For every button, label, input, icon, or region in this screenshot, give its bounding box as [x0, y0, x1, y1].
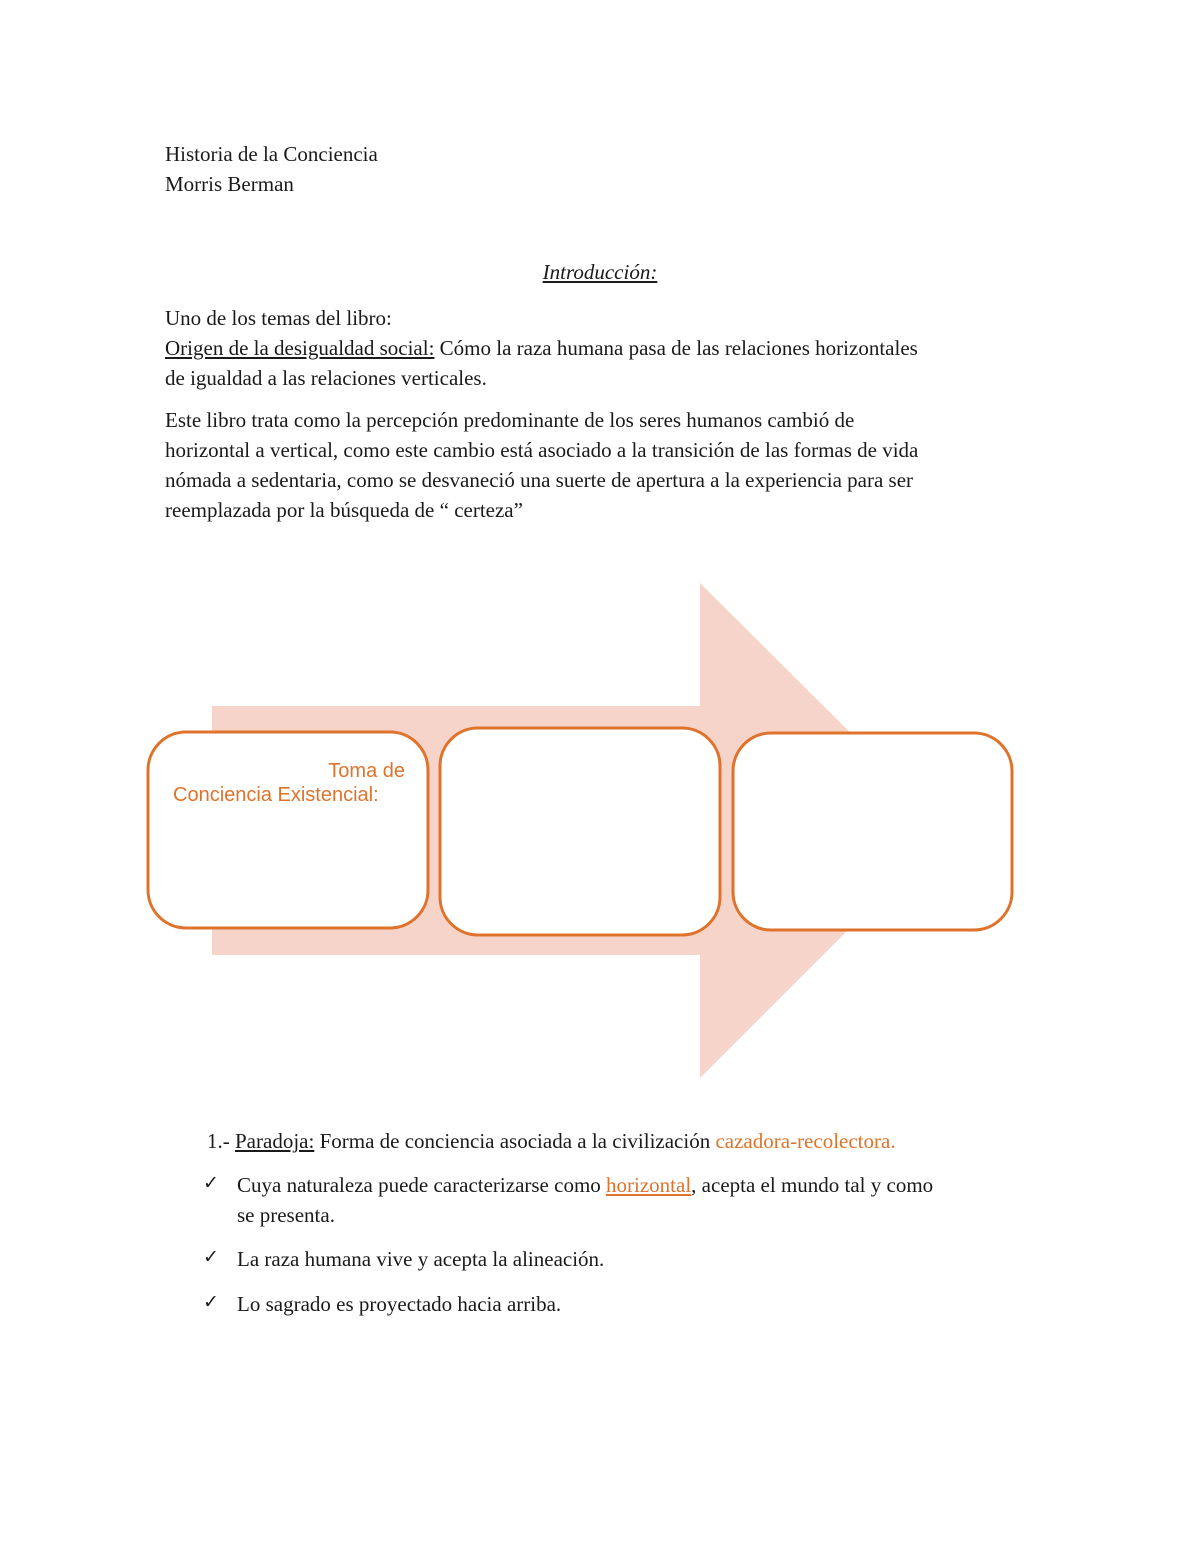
bullet-1-pre: Cuya naturaleza puede caracterizarse como	[237, 1173, 607, 1197]
paradox-highlight: cazadora-recolectora.	[715, 1129, 896, 1153]
box1-label-line-1: Toma de	[328, 760, 405, 782]
process-box-3	[733, 733, 1012, 930]
body-line-2: horizontal a vertical, como este cambio está asociado a la transición de las formas de vida	[165, 438, 919, 462]
list-item-1	[207, 1126, 896, 1156]
process-box-2	[440, 728, 720, 935]
check-icon: ✓	[203, 1291, 219, 1313]
origin-text: Cómo la raza humana pasa de las relaciones horizontales	[434, 336, 918, 360]
origin-line-2: de igualdad a las relaciones verticales.	[165, 366, 487, 390]
paradox-label: Paradoja:	[235, 1129, 315, 1153]
check-icon: ✓	[203, 1246, 219, 1268]
themes-label: Uno de los temas del libro:	[165, 306, 392, 330]
bullet-3: Lo sagrado es proyectado hacia arriba.	[237, 1292, 562, 1316]
bullet-2: La raza humana vive y acepta la alineación.	[237, 1247, 605, 1271]
list-number: 1.-	[207, 1129, 235, 1153]
body-line-1: Este libro trata como la percepción predominante de los seres humanos cambió de	[165, 408, 855, 432]
check-icon: ✓	[203, 1172, 219, 1194]
horizontal-link[interactable]: horizontal	[606, 1173, 692, 1197]
body-line-3: nómada a sedentaria, como se desvaneció una suerte de apertura a la experiencia para ser	[165, 468, 914, 492]
bullet-1-line-1	[237, 1170, 933, 1200]
bullet-1-line-2: se presenta.	[237, 1203, 335, 1227]
section-heading: Introducción:	[542, 260, 658, 284]
document-author: Morris Berman	[165, 172, 294, 196]
bullet-1-post: , acepta el mundo tal y como	[691, 1173, 934, 1197]
document-title: Historia de la Conciencia	[165, 142, 378, 166]
paradox-text: Forma de conciencia asociada a la civilización	[314, 1129, 716, 1153]
box1-label-line-2: Conciencia Existencial:	[173, 784, 379, 806]
body-line-4: reemplazada por la búsqueda de “ certeza”	[165, 498, 523, 522]
origin-label: Origen de la desigualdad social:	[165, 336, 435, 360]
